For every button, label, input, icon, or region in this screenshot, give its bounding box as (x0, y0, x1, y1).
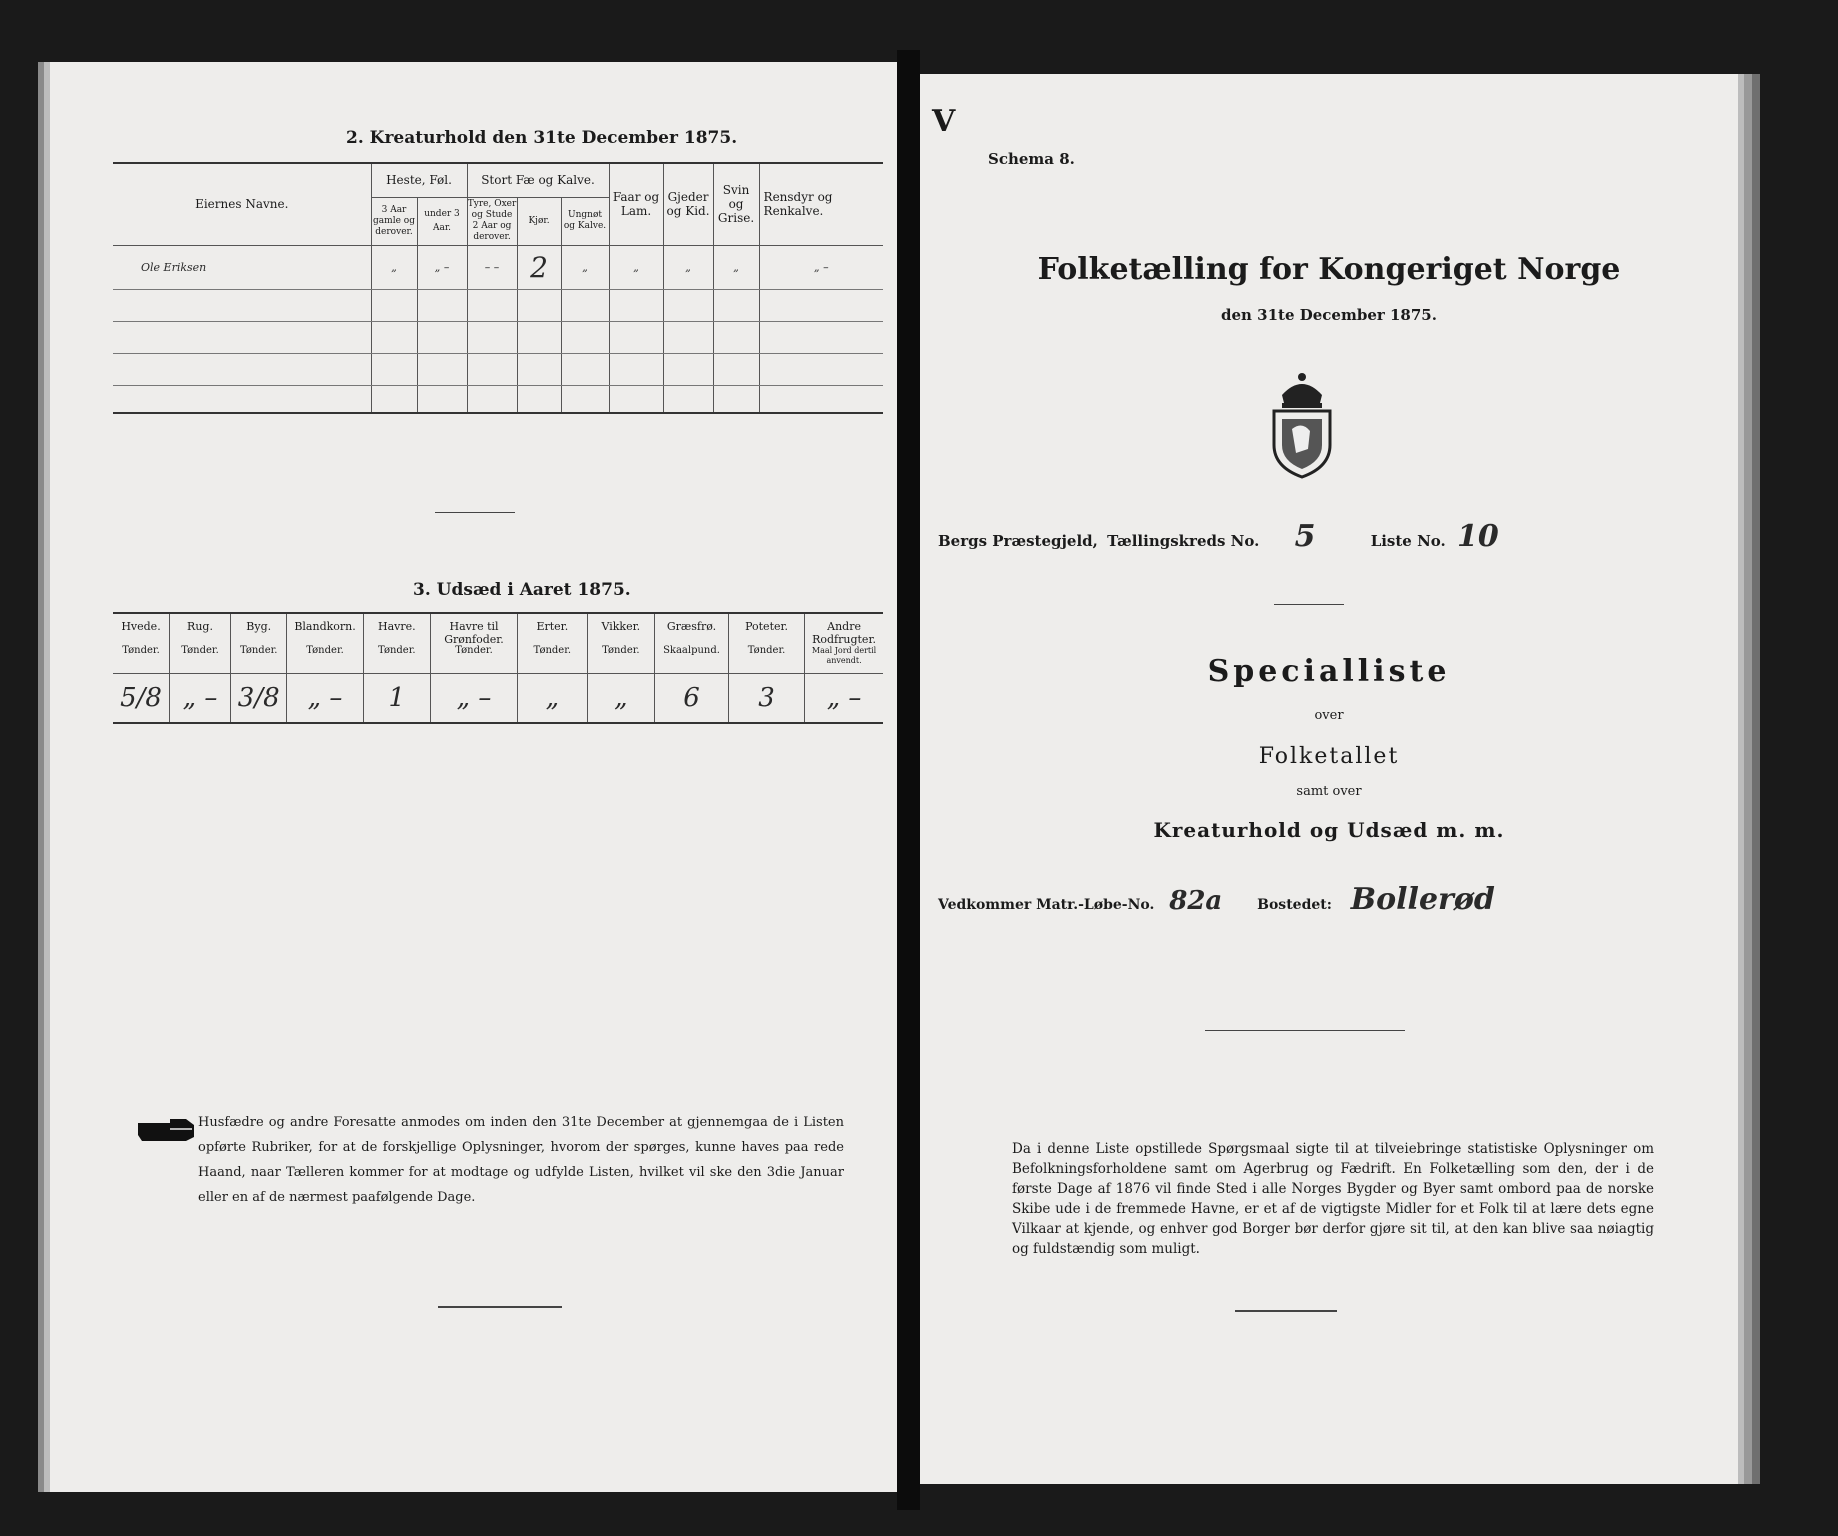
samt-over-text: samt over (1296, 784, 1362, 799)
sow-col-unit: Skaalpund. (663, 645, 720, 656)
livestock-table (113, 162, 883, 414)
sow-col-2 (230, 613, 287, 673)
bosted-label: Bostedet: (1257, 897, 1332, 913)
left-notice: Husfædre og andre Foresatte anmodes om inden den 31te December at gjennemgaa de i Listen opførte Rubriker, for at de forskjellige Oplysninger, hvorom der spørges, kunne haves paa rede Haand, naar Tælleren kommer for at modtage og udfylde Listen, hvilket vil ske den 3die Januar eller en af de nærmest paafølgende Dage. (198, 1115, 844, 1205)
right-page (920, 74, 1738, 1484)
sow-col-name: Græsfrø. (666, 620, 717, 633)
check-mark: V (932, 104, 956, 139)
cell-tyre: – – (467, 245, 517, 289)
kreds-number: 5 (1294, 519, 1316, 554)
cell-heste-young: „ – (417, 245, 467, 289)
owner-name: Ole Eriksen (113, 245, 371, 289)
prestegjeld-label: Bergs Præstegjeld, (938, 532, 1098, 550)
sow-value: „ (518, 673, 588, 723)
sow-value: „ – (805, 673, 883, 723)
separator-line (1274, 604, 1344, 605)
sow-col-name: Blandkorn. (294, 620, 356, 633)
over-text: over (1314, 708, 1344, 723)
col-stort-fae: Stort Fæ og Kalve. (467, 163, 609, 197)
left-page (50, 62, 897, 1492)
sow-col-name: Havre. (378, 620, 416, 633)
sow-col-name: Hvede. (121, 620, 161, 633)
sow-col-5 (431, 613, 518, 673)
sow-col-unit: Tønder. (533, 645, 572, 656)
sow-value: „ (587, 673, 654, 723)
col-kjoer: Kjør. (517, 197, 561, 245)
sow-col-unit: Tønder. (747, 645, 786, 656)
right-notice: Da i denne Liste opstillede Spørgsmaal sigte til at tilveiebringe statistiske Oplysninger om Befolkningsforholdene samt om Agerbrug og Fædrift. En Folketælling som den, der i de første Dage af 1876 vil finde Sted i alle Norges Bygder og Byer samt ombord paa de norske Skibe ude i de fremmede Havne, er et af de vigtigste Midler for et Folk til at lære dets egne Vilkaar at kjende, og enhver god Borger bør derfor gjøre sit til, at den kan blive saa nøiagtig og fuldstændig som muligt. (1012, 1141, 1654, 1257)
matrikkel-line (938, 882, 1495, 917)
sow-col-10 (805, 613, 883, 673)
col-ungnot: Ungnøt og Kalve. (561, 197, 609, 245)
sow-col-1 (170, 613, 231, 673)
sow-col-name: Rug. (187, 620, 213, 633)
sow-col-8 (655, 613, 729, 673)
sow-col-7 (587, 613, 654, 673)
closing-line (438, 1306, 562, 1308)
sow-col-name: Poteter. (745, 620, 789, 633)
sow-value: 3 (729, 673, 805, 723)
sow-col-name: Erter. (536, 620, 569, 633)
col-gjeder: Gjeder og Kid. (663, 163, 713, 245)
separator-line (1205, 1030, 1405, 1031)
cell-gjeder: „ (663, 245, 713, 289)
matr-label: Vedkommer Matr.-Løbe-No. (938, 897, 1155, 913)
col-heste-young: under 3 Aar. (417, 197, 467, 245)
section3-title: 3. Udsæd i Aaret 1875. (413, 580, 631, 600)
schema-label: Schema 8. (988, 150, 1075, 168)
sow-value: „ – (431, 673, 518, 723)
col-owner: Eiernes Navne. (113, 163, 371, 245)
census-date: den 31te December 1875. (1221, 306, 1437, 324)
kreds-label: Tællingskreds No. (1107, 532, 1260, 550)
section2-title: 2. Kreaturhold den 31te December 1875. (346, 128, 738, 148)
sow-col-name: Byg. (246, 620, 272, 633)
col-svin: Svin og Grise. (713, 163, 759, 245)
pointing-hand-icon (136, 1117, 196, 1143)
district-line (938, 519, 1499, 554)
sow-col-name: Vikker. (601, 620, 641, 633)
folketallet-text: Folketallet (1258, 744, 1400, 769)
col-rensdyr: Rensdyr og Renkalve. (759, 163, 883, 245)
cell-kjoer: 2 (517, 245, 561, 289)
book-gutter (897, 50, 920, 1510)
liste-number: 10 (1456, 519, 1499, 554)
sow-col-0 (113, 613, 170, 673)
sow-col-unit: Maal Jord dertil anvendt. (811, 646, 877, 665)
kreaturhold-heading: Kreaturhold og Udsæd m. m. (1153, 818, 1505, 842)
matr-number: 82a (1169, 886, 1223, 916)
cell-ungnot: „ (561, 245, 609, 289)
census-title: Folketælling for Kongeriget Norge (1037, 252, 1621, 287)
cell-faar: „ (609, 245, 663, 289)
sow-value: 3/8 (230, 673, 287, 723)
sow-col-unit: Tønder. (306, 645, 344, 656)
sow-col-3 (287, 613, 363, 673)
coat-of-arms-icon (1268, 369, 1336, 479)
sow-value: „ – (287, 673, 363, 723)
col-faar: Faar og Lam. (609, 163, 663, 245)
col-heste: Heste, Føl. (371, 163, 467, 197)
sow-col-unit: Tønder. (455, 645, 493, 656)
sow-value: 5/8 (113, 673, 170, 723)
sow-col-unit: Tønder. (181, 645, 219, 656)
sow-col-unit: Tønder. (122, 645, 160, 656)
col-heste-old: 3 Aar gamle og derover. (371, 197, 417, 245)
specialliste-heading: Specialliste (1207, 654, 1451, 689)
closing-line (1235, 1310, 1337, 1312)
sowing-table (113, 612, 883, 724)
separator-line (435, 512, 515, 513)
sow-value: „ – (170, 673, 231, 723)
sow-value: 6 (655, 673, 729, 723)
cell-svin: „ (713, 245, 759, 289)
liste-label: Liste No. (1370, 532, 1446, 550)
sow-col-name: Andre Rodfrugter. (812, 620, 876, 646)
sow-col-9 (729, 613, 805, 673)
bosted-value: Bollerød (1350, 882, 1495, 917)
cell-heste-old: „ (371, 245, 417, 289)
sow-col-unit: Tønder. (239, 645, 278, 656)
sow-col-unit: Tønder. (602, 645, 640, 656)
sow-value: 1 (363, 673, 430, 723)
col-tyre: Tyre, Oxer og Stude 2 Aar og derover. (467, 197, 517, 245)
sow-col-6 (518, 613, 588, 673)
cell-rensdyr: „ – (759, 245, 883, 289)
sow-col-name: Havre til Grønfoder. (444, 620, 504, 646)
sow-col-4 (363, 613, 430, 673)
sow-col-unit: Tønder. (378, 645, 416, 656)
